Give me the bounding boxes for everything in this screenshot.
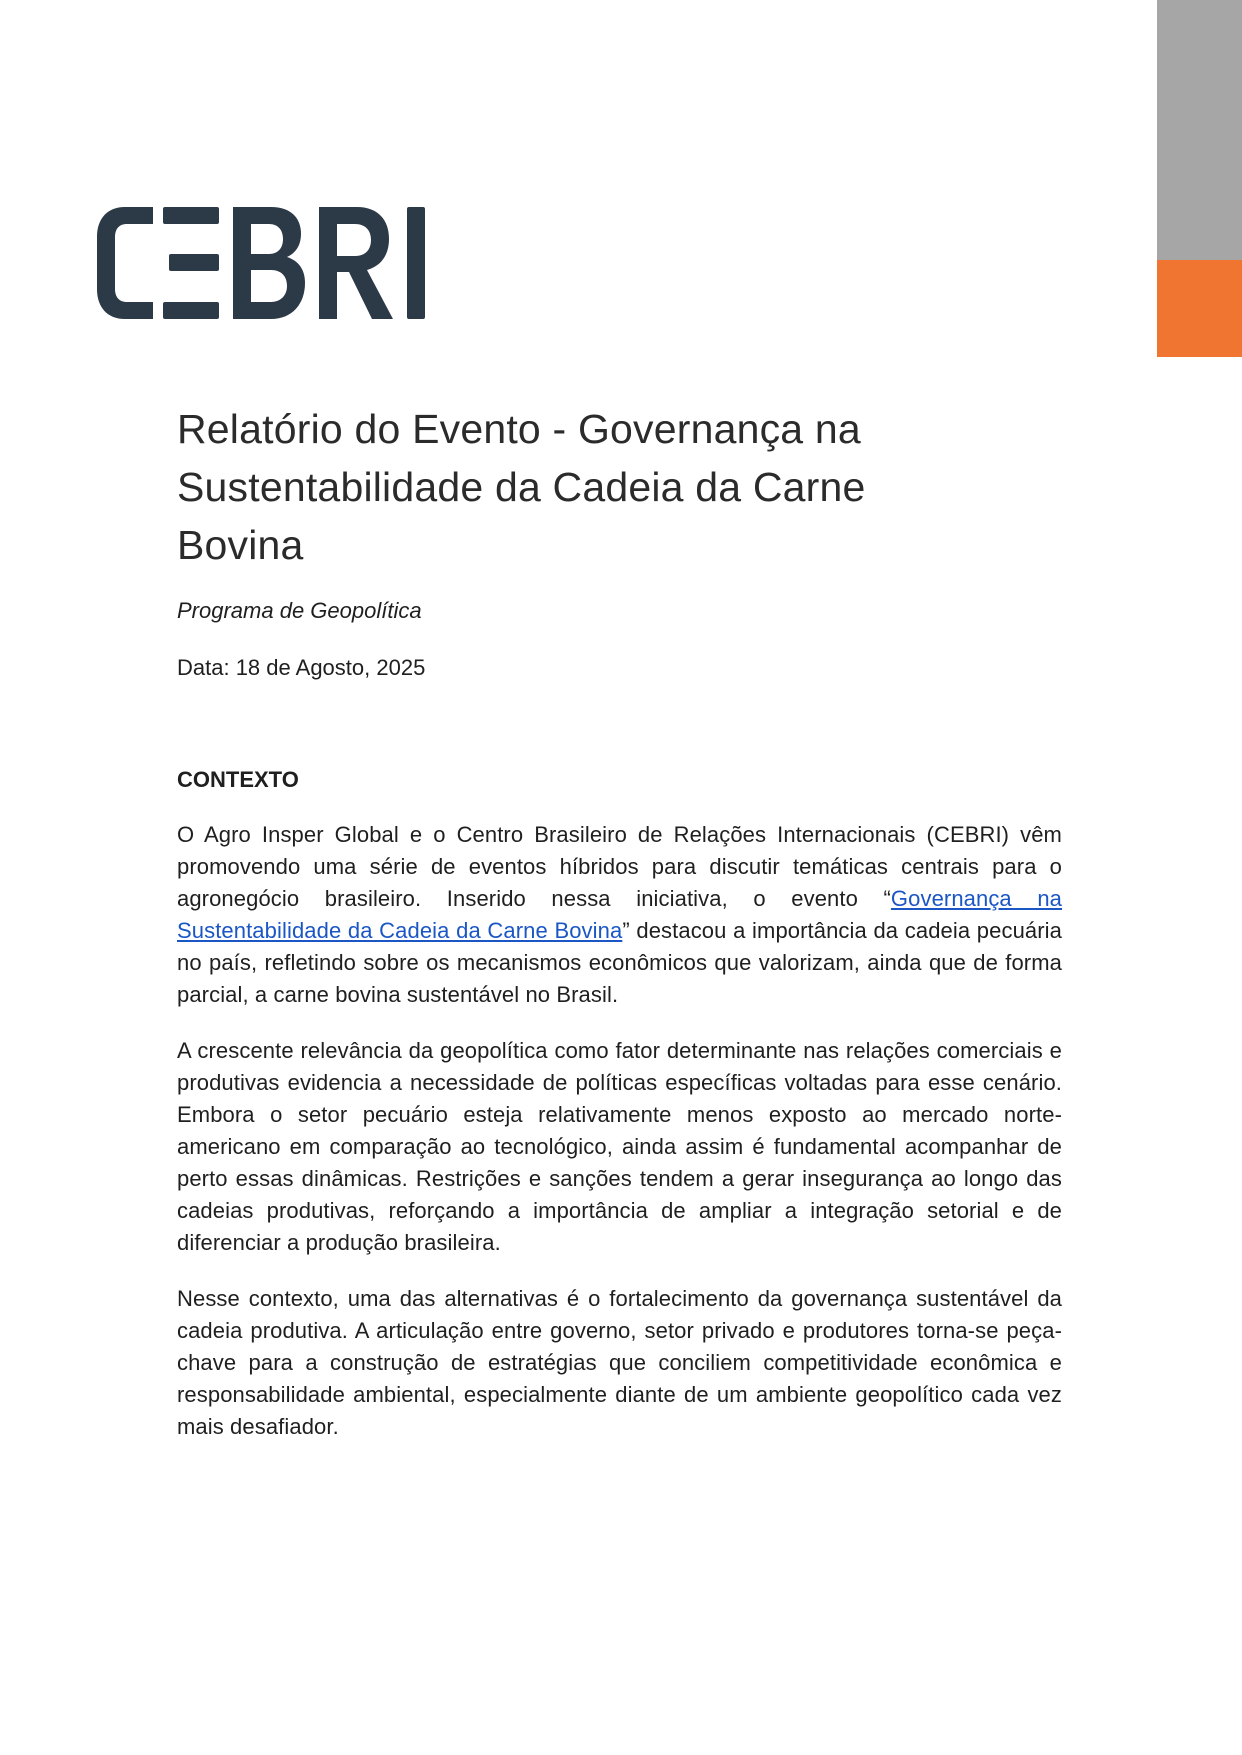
sidebar-gray-block bbox=[1157, 0, 1242, 260]
section-heading-contexto: CONTEXTO bbox=[177, 767, 299, 792]
cebri-logo bbox=[95, 205, 475, 325]
paragraph-1-text-start: O Agro Insper Global e o Centro Brasileiro de Relações Internacionais (CEBRI) vêm promovendo uma série de eventos híbridos para discutir temáticas centrais para o agronegócio brasileiro. Inserido nessa iniciativa, o evento “ bbox=[177, 822, 1062, 911]
paragraph-3: Nesse contexto, uma das alternativas é o fortalecimento da governança sustentável da cadeia produtiva. A articulação entre governo, setor privado e produtores torna-se peça-chave para a construção de estratégias que conciliem competitividade econômica e responsabilidade ambiental, especialmente diante de um ambiente geopolítico cada vez mais desafiador. bbox=[177, 1286, 1062, 1439]
document-body bbox=[177, 400, 1062, 1443]
paragraph-2: A crescente relevância da geopolítica como fator determinante nas relações comerciais e produtivas evidencia a necessidade de políticas específicas voltadas para esse cenário. Embora o setor pecuário esteja relativamente menos exposto ao mercado norte-americano em comparação ao tecnológico, ainda assim é fundamental acompanhar de perto essas dinâmicas. Restrições e sanções tendem a gerar insegurança ao longo das cadeias produtivas, reforçando a importância de ampliar a integração setorial e de diferenciar a produção brasileira. bbox=[177, 1038, 1062, 1255]
paragraph-1-text-end: ” destacou a importância da cadeia pecuária no país, refletindo sobre os mecanismos econômicos que valorizam, ainda que de forma parcial, a carne bovina sustentável no Brasil. bbox=[177, 918, 1062, 1007]
program-name: Programa de Geopolítica bbox=[177, 598, 422, 623]
document-title: Relatório do Evento - Governança na Sustentabilidade da Cadeia da Carne Bovina bbox=[177, 406, 866, 568]
paragraph-1 bbox=[177, 819, 1062, 1011]
event-date: Data: 18 de Agosto, 2025 bbox=[177, 655, 426, 680]
event-link[interactable]: Governança na Sustentabilidade da Cadeia da Carne Bovina bbox=[177, 886, 1063, 943]
sidebar-orange-block bbox=[1157, 260, 1242, 357]
